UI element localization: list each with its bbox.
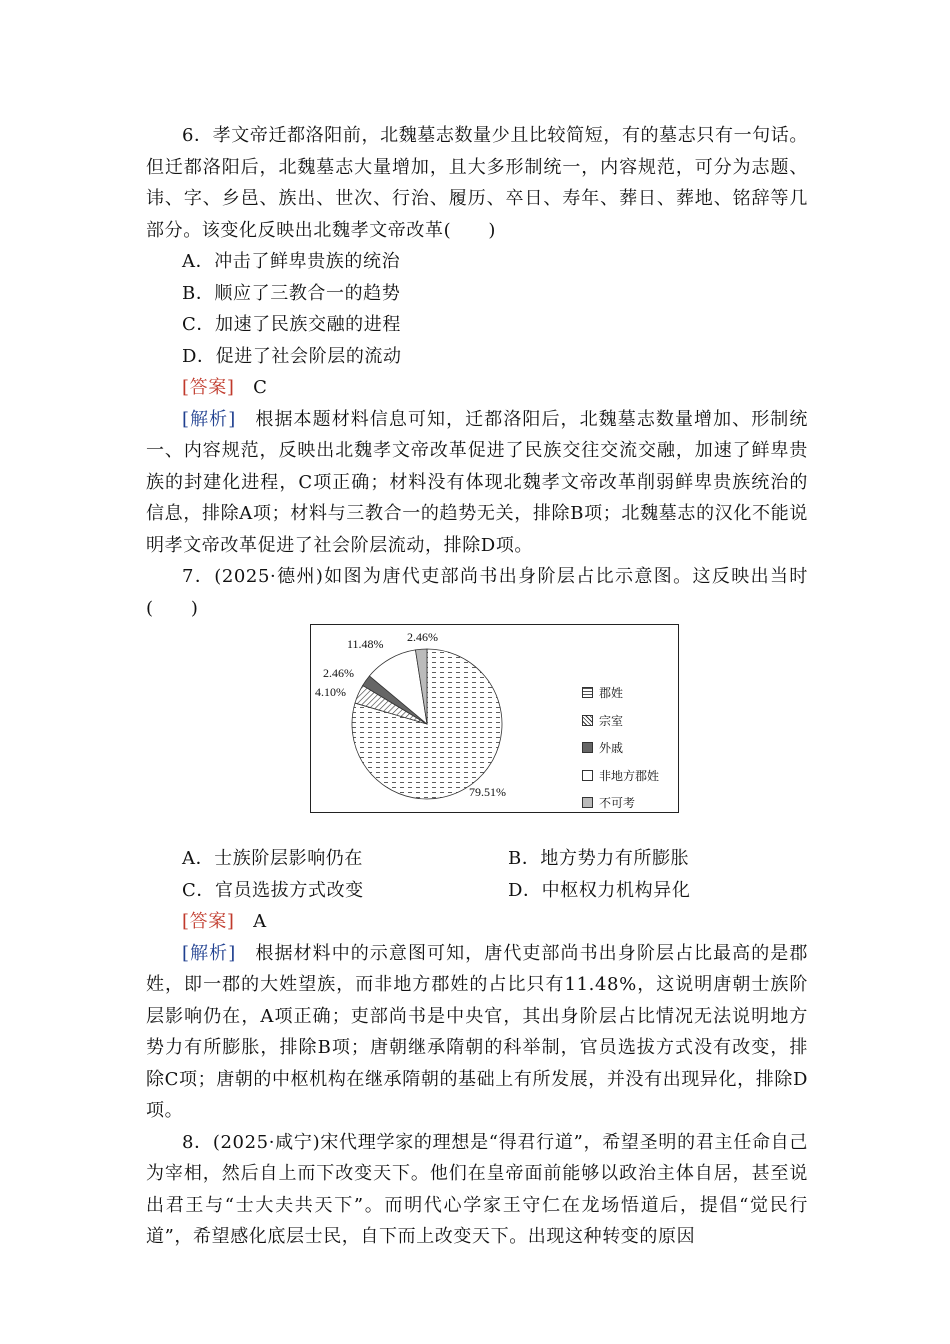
explain-text: 根据材料中的示意图可知，唐代吏部尚书出身阶层占比最高的是郡姓，即一郡的大姓望族，而非地方郡姓的占比只有11.48%，这说明唐朝士族阶层影响仍在，A项正确；吏部尚书是中央官，其出身阶层占比情况无法说明地方势力有所膨胀，排除B项；唐朝继承隋朝的科举制，官员选拔方式没有改变，排除C项；唐朝的中枢机构在继承隋朝的基础上有所发展，并没有出现异化，排除D项。 [146, 942, 808, 1121]
legend-label: 宗室 [599, 713, 624, 728]
q7-options-row-1 [146, 843, 808, 875]
legend-swatch [582, 797, 593, 808]
pct-label-waiqi: 2.46% [323, 666, 354, 680]
q7-stem: 7．(2025·德州)如图为唐代吏部尚书出身阶层占比示意图。这反映出当时( ) [146, 566, 808, 619]
answer-label: [答案] [182, 911, 235, 932]
q6-option-c: C．加速了民族交融的进程 [182, 314, 401, 335]
legend-item [582, 789, 659, 817]
explain-label: [解析] [182, 942, 236, 964]
legend-swatch [582, 742, 593, 753]
q7-explanation [146, 938, 808, 1127]
answer-value: C [253, 377, 268, 398]
legend-item [582, 707, 659, 735]
pie-chart [310, 624, 679, 813]
pct-label-junxing: 79.51% [469, 785, 506, 799]
legend-label: 不可考 [599, 796, 636, 811]
q8-stem: 8．(2025·咸宁)宋代理学家的理想是“得君行道”，希望圣明的君主任命自己为宰相，然后自上而下改变天下。他们在皇帝面前能够以政治主体自居，甚至说出君王与“士大夫共天下”。而明代心学家王守仁在龙场悟道后，提倡“觉民行道”，希望感化底层士民，自下而上改变天下。出现这种转变的原因 [146, 1131, 808, 1247]
q6-stem: 6．孝文帝迁都洛阳前，北魏墓志数量少且比较简短，有的墓志只有一句话。但迁都洛阳后，北魏墓志大量增加，且大多形制统一，内容规范，可分为志题、讳、字、乡邑、族出、世次、行治、履历、卒日、寿年、葬日、葬地、铭辞等几部分。该变化反映出北魏孝文帝改革( ) [146, 125, 808, 241]
legend-swatch [582, 687, 593, 698]
legend-label: 非地方郡姓 [599, 768, 660, 783]
q6-option-b: B．顺应了三教合一的趋势 [182, 282, 401, 304]
pct-label-feidifang: 11.48% [347, 637, 384, 651]
q7-option-a: A．士族阶层影响仍在 [182, 848, 363, 869]
q7-options-row-2 [146, 875, 808, 907]
q7-option-b: B．地方势力有所膨胀 [508, 848, 690, 869]
q7-option-d: D．中枢权力机构异化 [508, 879, 691, 901]
q6-option-d: D．促进了社会阶层的流动 [182, 345, 402, 367]
answer-label: [答案] [182, 377, 235, 398]
legend-swatch [582, 715, 593, 726]
legend-item [582, 679, 659, 707]
chart-legend [582, 679, 659, 817]
q6-option-a: A．冲击了鲜卑贵族的统治 [182, 251, 401, 272]
q7-answer [146, 906, 808, 938]
q7-option-c: C．官员选拔方式改变 [182, 879, 364, 901]
pct-label-bukekao: 2.46% [407, 630, 438, 644]
legend-label: 外戚 [599, 741, 624, 756]
explain-label: [解析] [182, 408, 236, 430]
answer-value: A [253, 911, 267, 932]
legend-item [582, 762, 659, 790]
legend-label: 郡姓 [599, 686, 624, 701]
q6-explanation [146, 404, 808, 562]
explain-text: 根据本题材料信息可知，迁都洛阳后，北魏墓志数量增加、形制统一、内容规范，反映出北魏孝文帝改革促进了民族交往交流交融，加速了鲜卑贵族的封建化进程，C项正确；材料没有体现北魏孝文帝改革削弱鲜卑贵族统治的信息，排除A项；材料与三教合一的趋势无关，排除B项；北魏墓志的汉化不能说明孝文帝改革促进了社会阶层流动，排除D项。 [146, 408, 808, 556]
q6-answer [146, 372, 808, 404]
legend-item [582, 734, 659, 762]
pct-label-zongshi: 4.10% [315, 685, 346, 699]
legend-swatch [582, 770, 593, 781]
